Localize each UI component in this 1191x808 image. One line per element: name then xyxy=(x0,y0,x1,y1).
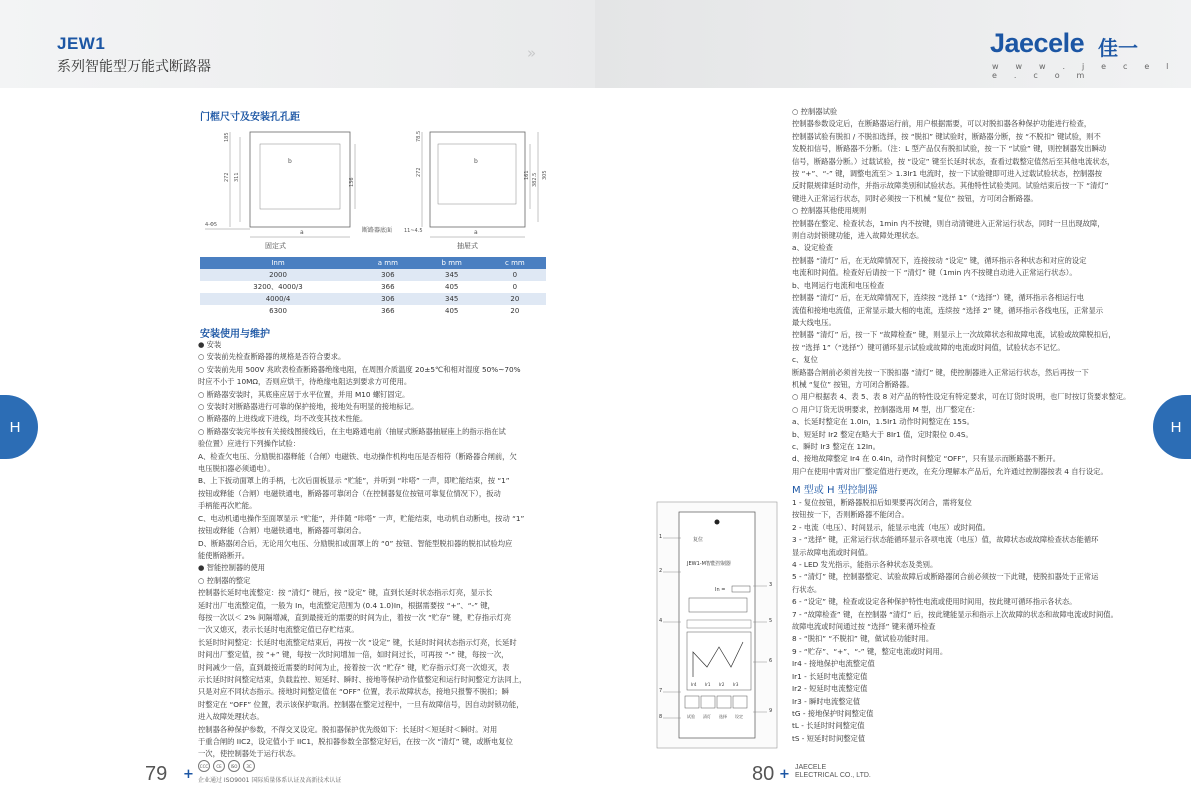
footer-note: 企业通过 ISO9001 国际质量体系认证及高新技术认证 xyxy=(198,777,342,784)
callout-6: 6 xyxy=(769,658,773,664)
mh-section-title: M 型或 H 型控制器 xyxy=(792,485,878,496)
table-row xyxy=(200,269,546,281)
fixed-dim-272: 272 xyxy=(224,172,230,182)
fixed-dim-311: 311 xyxy=(234,172,240,182)
controller-name: JEW1-M智能控制器 xyxy=(687,561,731,567)
page-number-left: 79 xyxy=(145,763,168,785)
drawout-dim-a: a xyxy=(474,229,478,236)
tag-ir1: Ir1 xyxy=(705,682,711,687)
table-cell: 4000/4 xyxy=(200,293,356,305)
table-cell: 2000 xyxy=(200,269,356,281)
plus-icon-left: + xyxy=(183,767,194,782)
table-cell: 3200、4000/3 xyxy=(200,281,356,293)
controller-panel xyxy=(657,502,777,748)
drawout-dim-b: b xyxy=(474,158,478,165)
cert-icon: ISO xyxy=(228,760,240,772)
table-cell: 405 xyxy=(420,281,484,293)
callout-9: 9 xyxy=(769,708,773,714)
drawout-dim-3825: 382.5 xyxy=(532,172,538,187)
callout-1: 1 xyxy=(659,534,663,540)
table-cell: 306 xyxy=(356,269,420,281)
side-tab-left: H xyxy=(0,395,38,459)
key-select[interactable] xyxy=(717,696,731,708)
table-row xyxy=(200,305,546,317)
brand-logo-cn: 佳一 xyxy=(1098,36,1138,60)
table-cell: 306 xyxy=(356,293,420,305)
fixed-dim-b: b xyxy=(288,158,292,165)
key-clear-label: 清灯 xyxy=(703,714,711,719)
install-text: ● 安装 ○ 安装前先检查断路器的规格是否符合要求。 ○ 安装前先用 500V 兆欧表检查断路器绝缘电阻，在周围介质温度 20±5℃和相对湿度 50%~70% 时应不小于 10MΩ，否则应烘干，待绝缘电阻达到要求方可使用。 ○ 断路器安装时，其底座应居于水平位置，并用 M10 螺钉固定。 ○ 安装时对断路器进行可靠的保护接地，接地处有明显的接地标记。 ○ 断路器的上进线或下进线，均不改变其技术性能。 ○ 断路器安装完毕按有关接线图接线后，在主电路通电前（抽屉式断路器抽屉座上的指示指在试 验位置）应进行下列操作试验： A、检查欠电压、分励脱扣器释能（合闸）电磁铁、电动操作机构电压是否相符（断路器合闸前，欠 电压脱扣器必须通电）。 B、上下扳动面罩上的手柄，七次后面板显示 “贮能”，并听到 “咔嗒” 一声，即贮能结束，按 “1” 按钮或释能（合闸）电磁铁通电，断路器可靠闭合（在控制器复位按钮可靠复位情况下），扳动 手柄能再次贮能。 C、电动机通电操作至面罩显示 “贮能”，并伴随 “咔嗒” 一声，贮能结束，电动机自动断电，按动 “1” 按钮或释能（合闸）电磁铁通电，断路器可靠闭合。 D、断路器闭合后，无论用欠电压、分励脱扣或面罩上的 “0” 按钮、智能型脱扣器的脱扣试验均应 能使断路断开。 ● 智能控制器的使用 ○ 控制器的整定 控制器长延时电流整定：按 “清灯” 键后，按 “设定” 键，直到长延时状态指示灯亮，显示长 延时出厂电流整定值，一般为 In，电流整定范围为 (0.4 1.0)In，根据需要按 “+”、“-” 键， 每按一次以＜ 2% 间隔增减，直到最接近的需要的时间为止，着按一次 “贮存” 键，贮存指示灯亮 一次又熄灭，表示长延时电流整定值已存贮结束。 长延时时间整定：长延时电流整定结束后，再按一次 “设定” 键，长延时时间状态指示灯亮，长延时 时间出厂整定值，按 “+” 键，每按一次时间增加一倍，如时间过长，可再按 “-” 键，每按一次， 时间减少一倍，直到最接近需要的时间为止，接着按一次 “贮存” 键，贮存指示灯亮一次熄灭，表 示长延时时间整定结束，负载监控、短延时、瞬时、接地等保护动作值整定和运行时间整定方法同上， 只是对应不同状态指示。接地时间整定值在 “OFF” 位置，表示故障状态，接地只报警不脱扣；瞬 时整定在 “OFF” 位置，表示该保护取消。控制器在整定过程中，一旦有故障信号，因自动封锁功能， 进入故障处理状态。 控制器各种保护参数，不得交叉设定。脱扣器保护优先级如下：长延时＜短延时＜瞬时。对用 于重合闸的 IIC2，设定值小于 IIC1，脱扣器参数全部整定好后，在按一次 “清灯” 键，或断电复位 一次，使控制器处于运行状态。 xyxy=(198,340,527,759)
drawout-label: 抽屉式 xyxy=(457,242,478,250)
table-cell: 405 xyxy=(420,305,484,317)
table-row xyxy=(200,281,546,293)
drawout-dim-785: 78.5 xyxy=(416,130,422,142)
drawout-dim-305: 305 xyxy=(542,170,548,180)
table-header-cell: Inm xyxy=(200,257,356,269)
brand-url: w w w . j e c e l e . c o m xyxy=(992,62,1176,80)
chevron-right-icon: » xyxy=(527,44,537,62)
callout-4: 4 xyxy=(659,618,663,624)
key-set[interactable] xyxy=(733,696,747,708)
table-cell: 366 xyxy=(356,305,420,317)
fixed-drawing xyxy=(200,122,370,252)
drawout-dim-161: 161 xyxy=(524,170,530,180)
tag-ir3: Ir3 xyxy=(733,682,739,687)
model-title: JEW1 xyxy=(57,34,106,53)
fixed-dim-136: 136 xyxy=(349,177,355,187)
table-header-cell: b mm xyxy=(420,257,484,269)
drawout-dim-272: 272 xyxy=(416,167,422,177)
table-cell: 366 xyxy=(356,281,420,293)
controller-test-text: ○ 控制器试验 控制器参数设定后，在断路器运行前，用户根据需要，可以对脱扣器各种保护功能进行检查， 控制器试验有脱扣 / 不脱扣选择，按 “脱扣” 键试验时，断路器分断，按 “不脱扣” 键试验，则不 发脱扣信号，断路器不分断。（注：L 型产品仅有脱扣试验，按一下 “试验” 键，则控制器发出瞬动 信号，断路器分断。）过载试验，按 “设定” 键至长延时状态，查看过载整定值然后至其他电流状态， 按 “+”、“-” 键，调整电流至＞ 1.3Ir1 电流时，按一下试验键即可进入过载试验状态，控制器按 反时限规律延时动作，并指示故障类别和试验状态。其他特性试验类同。试验结束后按一下 “清灯” 键进入正常运行状态，同时必须按一下机械 “复位” 按钮，方可闭合断路器。 ○ 控制器其他使用规则 控制器在整定、检查状态，1min 内不按键，则自动清键进入正常运行状态，同时一旦出现故障， 则自动封锁键功能，进入故障处理状态。 a、设定检查 控制器 “清灯” 后，在无故障情况下，连接按动 “设定” 键，循环指示各种状态和对应的设定 电流和时间值。检查好后请按一下 “清灯” 键（1min 内不按键自动进入正常运行状态）。 b、电网运行电流和电压检查 控制器 “清灯” 后，在无故障情况下，连续按 “选择 1”（“选择”）键，循环指示各相运行电 流值和接地电流值，正常显示最大相的电流，连续按 “选择 2” 键，循环指示各线电压，正常显示 最大线电压。 控制器 “清灯” 后，按一下 “故障检查” 键，则显示上一次故障状态和故障电流，试验或故障脱扣后， 按 “选择 1”（“选择”）键可循环显示试验或故障的电流或时间值，试验状态不记忆。 c、复位 断路器合闸前必须首先按一下脱扣器 “清灯” 键，使控制器进入正常运行状态，然后再按一下 机械 “复位” 按钮，方可闭合断路器。 ○ 用户根据表 4、表 5、表 8 对产品的特性设定有特定要求，可在订货时说明，也厂时按订货要求整定。 ○ 用户订货无说明要求，控制器选用 M 型，出厂整定在： a、长延时整定在 1.0In，1.5Ir1 动作时间整定在 15S。 b、短延时 Ir2 整定在略大于 8Ir1 值，定时限位 0.4S。 c、瞬时 Ir3 整定在 12In。 d、接地故障整定 Ir4 在 0.4In，动作时间整定 “OFF”，只有显示而断路器不断开。 用户在使用中需对出厂整定值进行更改，在充分理解本产品后，允许通过控制器按表 4 自行设定。 xyxy=(792,107,1131,476)
plus-icon-right: + xyxy=(779,767,790,782)
frame-section-title: 门框尺寸及安装孔孔距 xyxy=(200,112,300,123)
mh-text: 1 - 复位按钮，断路器脱扣后如果要再次闭合，需将复位 按钮按一下，否则断路器不能闭合。 2 - 电流（电压）、时间显示，能显示电流（电压）或时间值。 3 - “选择” 键，正常运行状态能循环显示各项电流（电压）值，故障状态或故障检查状态能循环 显示故障电流或时间值。 4 - LED 发光指示，能指示各种状态及类别。 5 - “清灯” 键，控制器整定、试验故障后或断路器闭合前必须按一下此键，使脱扣器处于正常运 行状态。 6 - “设定” 键，检查或设定各种保护特性电流或使用时间用，按此键可循环指示各状态。 7 - “故障检查” 键，在控制器 “清灯” 后，按此键能显示和指示上次故障的状态和故障电流或时间值。 故障电流或时间通过按 “选择” 键来循环检查 8 - “脱扣” “不脱扣” 键，做试验功能时用。 9 - “贮存”、“+”、“-” 键，整定电流或时间用。 Ir4 - 接地保护电流整定值 Ir1 - 长延时电流整定值 Ir2 - 短延时电流整定值 Ir3 - 瞬时电流整定值 tG - 接地保护时间整定值 tL - 长延时时间整定值 tS - 短延时时间整定值 xyxy=(792,498,1118,743)
callout-2: 2 xyxy=(659,568,663,574)
reset-button-dot xyxy=(715,520,720,525)
brand-logo: Jaecele xyxy=(990,28,1085,58)
cert-icon: CCC xyxy=(198,760,210,772)
in-label: In = xyxy=(715,587,726,593)
key-test-label: 试验 xyxy=(687,714,695,719)
drawout-dim-1145: 11~4.5 xyxy=(404,228,423,234)
key-clear[interactable] xyxy=(701,696,715,708)
key-select-label: 选择 xyxy=(719,714,727,719)
fixed-dim-holes: 4-Φ5 xyxy=(205,222,218,228)
table-cell: 0 xyxy=(484,269,546,281)
callout-7: 7 xyxy=(659,688,663,694)
footer-company: JAECELE ELECTRICAL CO., LTD. xyxy=(795,764,871,779)
table-cell: 0 xyxy=(484,281,546,293)
cert-icon: 3C xyxy=(243,760,255,772)
key-test[interactable] xyxy=(685,696,699,708)
side-tab-right: H xyxy=(1153,395,1191,459)
dimensions-table xyxy=(200,257,546,317)
cert-icon: CE xyxy=(213,760,225,772)
reset-label: 复位 xyxy=(693,537,704,543)
drawout-drawing xyxy=(362,122,552,252)
table-row xyxy=(200,293,546,305)
table-cell: 20 xyxy=(484,305,546,317)
base-plate-label: 断路器底面 xyxy=(362,227,393,234)
fixed-dim-a: a xyxy=(300,229,304,236)
table-cell: 20 xyxy=(484,293,546,305)
tag-ir2: Ir2 xyxy=(719,682,725,687)
install-section-title: 安装使用与维护 xyxy=(200,329,270,340)
series-title: 系列智能型万能式断路器 xyxy=(57,59,211,75)
fixed-label: 固定式 xyxy=(265,242,286,250)
table-header-cell: c mm xyxy=(484,257,546,269)
table-cell: 345 xyxy=(420,293,484,305)
tag-ir4: Ir4 xyxy=(691,682,697,687)
key-set-label: 设定 xyxy=(735,714,743,719)
callout-3: 3 xyxy=(769,582,773,588)
page-number-right: 80 xyxy=(752,763,775,785)
callout-5: 5 xyxy=(769,618,773,624)
table-header-cell: a mm xyxy=(356,257,420,269)
table-cell: 345 xyxy=(420,269,484,281)
cert-logos xyxy=(198,760,255,772)
callout-8: 8 xyxy=(659,714,663,720)
fixed-dim-185: 185 xyxy=(224,132,230,142)
table-cell: 6300 xyxy=(200,305,356,317)
